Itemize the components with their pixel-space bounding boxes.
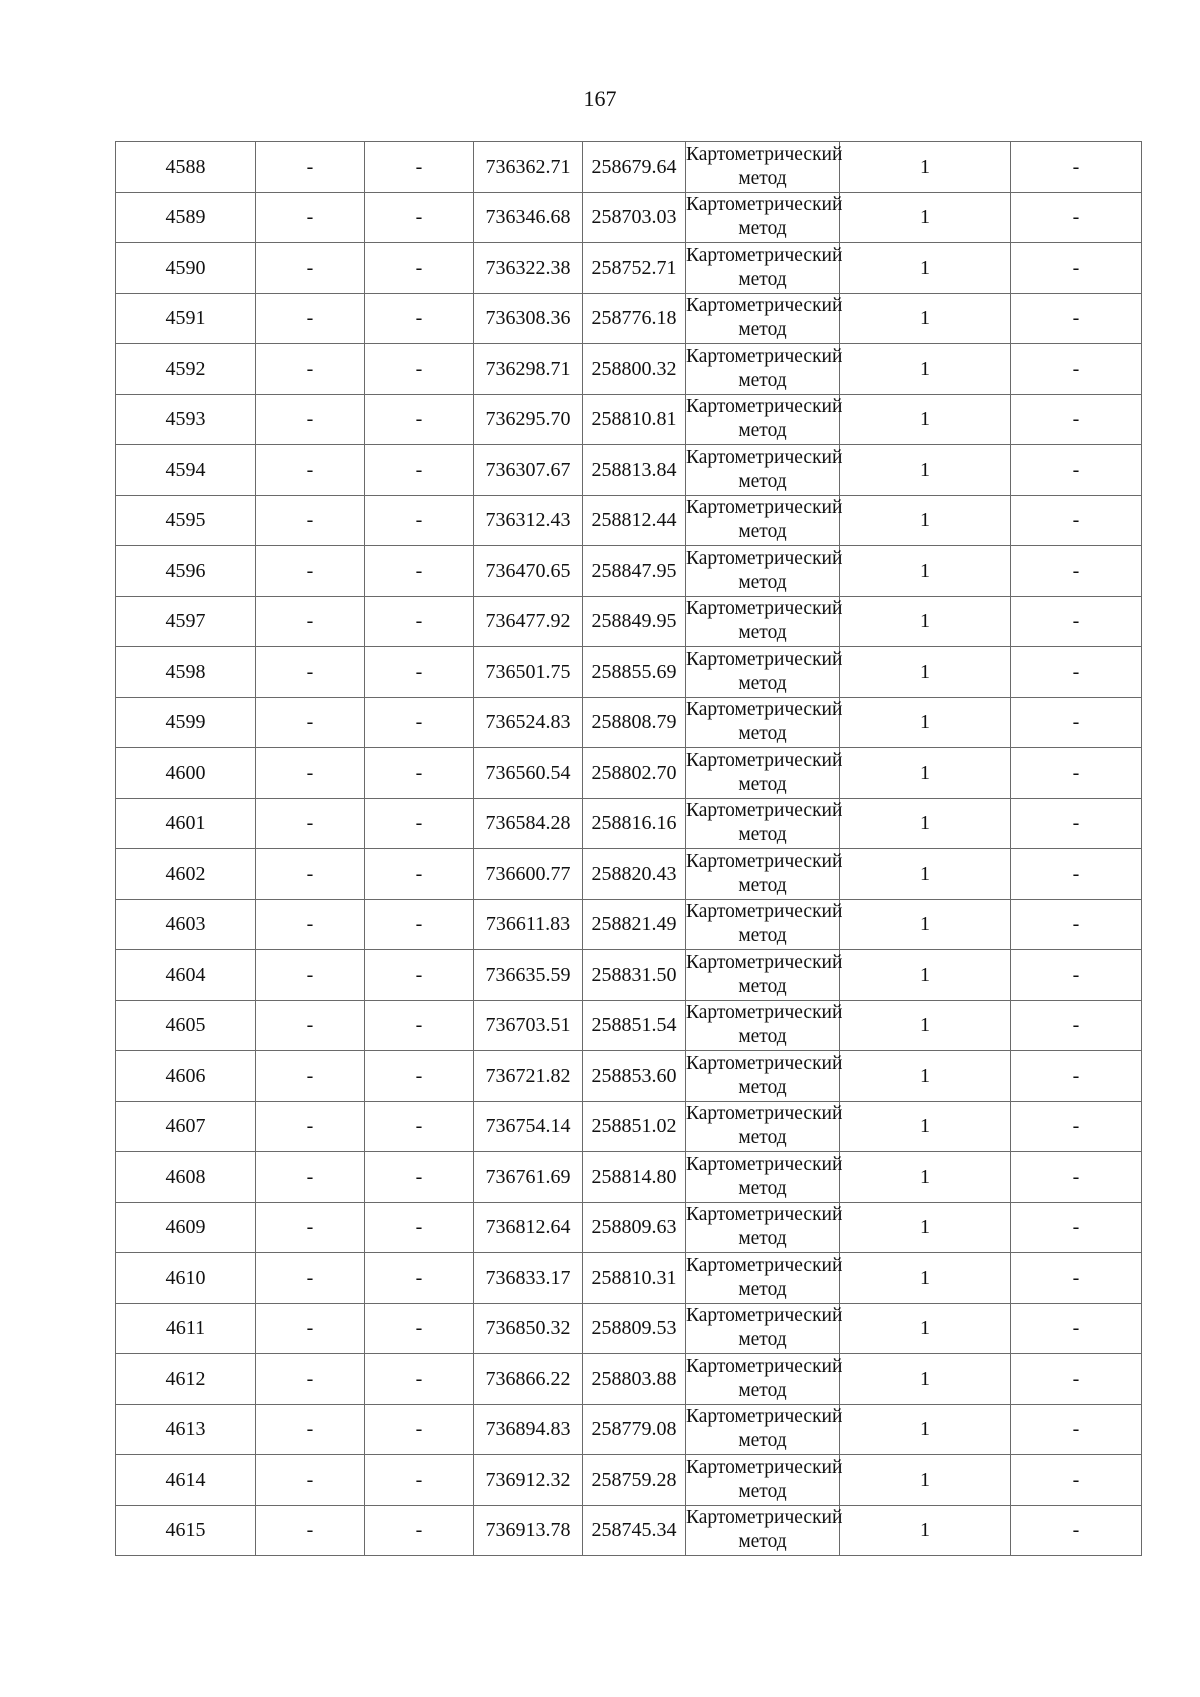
table-row — [116, 1051, 1142, 1102]
coord-y-cell: 258855.69 — [583, 647, 686, 698]
empty-cell-3: - — [365, 596, 474, 647]
accuracy-cell: 1 — [840, 445, 1011, 496]
point-number-cell: 4596 — [116, 546, 256, 597]
empty-cell-2: - — [256, 142, 365, 193]
coord-x-cell: 736913.78 — [474, 1505, 583, 1556]
coord-x-cell: 736298.71 — [474, 344, 583, 395]
method-cell: Картометрический метод — [686, 445, 840, 496]
coord-x-cell: 736812.64 — [474, 1202, 583, 1253]
point-number-cell: 4602 — [116, 849, 256, 900]
table-row — [116, 1303, 1142, 1354]
empty-cell-8: - — [1011, 1101, 1142, 1152]
coord-x-cell: 736307.67 — [474, 445, 583, 496]
method-cell: Картометрический метод — [686, 1354, 840, 1405]
coord-y-cell: 258808.79 — [583, 697, 686, 748]
empty-cell-2: - — [256, 344, 365, 395]
coord-y-cell: 258809.53 — [583, 1303, 686, 1354]
point-number-cell: 4591 — [116, 293, 256, 344]
coord-y-cell: 258821.49 — [583, 899, 686, 950]
coord-y-cell: 258703.03 — [583, 192, 686, 243]
empty-cell-2: - — [256, 1051, 365, 1102]
empty-cell-2: - — [256, 1505, 365, 1556]
method-cell: Картометрический метод — [686, 394, 840, 445]
page-number: 167 — [583, 86, 617, 111]
table-row — [116, 293, 1142, 344]
empty-cell-2: - — [256, 1152, 365, 1203]
method-cell: Картометрический метод — [686, 1152, 840, 1203]
coord-x-cell: 736912.32 — [474, 1455, 583, 1506]
coord-x-cell: 736584.28 — [474, 798, 583, 849]
coord-y-cell: 258813.84 — [583, 445, 686, 496]
coord-y-cell: 258800.32 — [583, 344, 686, 395]
table-row — [116, 1152, 1142, 1203]
accuracy-cell: 1 — [840, 142, 1011, 193]
empty-cell-8: - — [1011, 647, 1142, 698]
empty-cell-3: - — [365, 697, 474, 748]
empty-cell-3: - — [365, 445, 474, 496]
accuracy-cell: 1 — [840, 1152, 1011, 1203]
coord-x-cell: 736754.14 — [474, 1101, 583, 1152]
empty-cell-2: - — [256, 748, 365, 799]
coord-x-cell: 736477.92 — [474, 596, 583, 647]
empty-cell-3: - — [365, 647, 474, 698]
point-number-cell: 4603 — [116, 899, 256, 950]
method-cell: Картометрический метод — [686, 798, 840, 849]
coord-y-cell: 258752.71 — [583, 243, 686, 294]
point-number-cell: 4600 — [116, 748, 256, 799]
point-number-cell: 4594 — [116, 445, 256, 496]
table-row — [116, 1404, 1142, 1455]
accuracy-cell: 1 — [840, 1101, 1011, 1152]
empty-cell-2: - — [256, 1000, 365, 1051]
coord-y-cell: 258831.50 — [583, 950, 686, 1001]
accuracy-cell: 1 — [840, 1455, 1011, 1506]
coord-y-cell: 258779.08 — [583, 1404, 686, 1455]
accuracy-cell: 1 — [840, 546, 1011, 597]
coord-x-cell: 736308.36 — [474, 293, 583, 344]
empty-cell-8: - — [1011, 293, 1142, 344]
coord-x-cell: 736524.83 — [474, 697, 583, 748]
accuracy-cell: 1 — [840, 1505, 1011, 1556]
table-row — [116, 445, 1142, 496]
empty-cell-3: - — [365, 495, 474, 546]
table-row — [116, 1101, 1142, 1152]
method-cell: Картометрический метод — [686, 849, 840, 900]
coord-y-cell: 258851.54 — [583, 1000, 686, 1051]
method-cell: Картометрический метод — [686, 1202, 840, 1253]
coord-x-cell: 736761.69 — [474, 1152, 583, 1203]
accuracy-cell: 1 — [840, 950, 1011, 1001]
empty-cell-8: - — [1011, 596, 1142, 647]
coord-y-cell: 258849.95 — [583, 596, 686, 647]
coord-x-cell: 736322.38 — [474, 243, 583, 294]
empty-cell-8: - — [1011, 142, 1142, 193]
empty-cell-8: - — [1011, 798, 1142, 849]
coord-x-cell: 736635.59 — [474, 950, 583, 1001]
empty-cell-3: - — [365, 798, 474, 849]
empty-cell-2: - — [256, 1303, 365, 1354]
coord-y-cell: 258812.44 — [583, 495, 686, 546]
method-cell: Картометрический метод — [686, 1101, 840, 1152]
empty-cell-8: - — [1011, 445, 1142, 496]
empty-cell-3: - — [365, 142, 474, 193]
coord-y-cell: 258853.60 — [583, 1051, 686, 1102]
accuracy-cell: 1 — [840, 1202, 1011, 1253]
empty-cell-8: - — [1011, 1253, 1142, 1304]
table-row — [116, 344, 1142, 395]
method-cell: Картометрический метод — [686, 950, 840, 1001]
empty-cell-2: - — [256, 1202, 365, 1253]
empty-cell-8: - — [1011, 849, 1142, 900]
empty-cell-8: - — [1011, 1404, 1142, 1455]
coord-x-cell: 736850.32 — [474, 1303, 583, 1354]
point-number-cell: 4611 — [116, 1303, 256, 1354]
method-cell: Картометрический метод — [686, 1051, 840, 1102]
point-number-cell: 4598 — [116, 647, 256, 698]
coord-x-cell: 736703.51 — [474, 1000, 583, 1051]
empty-cell-3: - — [365, 1303, 474, 1354]
coord-y-cell: 258802.70 — [583, 748, 686, 799]
coord-x-cell: 736470.65 — [474, 546, 583, 597]
empty-cell-3: - — [365, 1051, 474, 1102]
accuracy-cell: 1 — [840, 495, 1011, 546]
table-row — [116, 950, 1142, 1001]
point-number-cell: 4608 — [116, 1152, 256, 1203]
accuracy-cell: 1 — [840, 1000, 1011, 1051]
empty-cell-2: - — [256, 1253, 365, 1304]
point-number-cell: 4589 — [116, 192, 256, 243]
empty-cell-3: - — [365, 1152, 474, 1203]
accuracy-cell: 1 — [840, 1404, 1011, 1455]
accuracy-cell: 1 — [840, 192, 1011, 243]
method-cell: Картометрический метод — [686, 596, 840, 647]
table-row — [116, 798, 1142, 849]
table-row — [116, 1505, 1142, 1556]
method-cell: Картометрический метод — [686, 495, 840, 546]
empty-cell-3: - — [365, 1101, 474, 1152]
coord-x-cell: 736312.43 — [474, 495, 583, 546]
point-number-cell: 4601 — [116, 798, 256, 849]
point-number-cell: 4597 — [116, 596, 256, 647]
empty-cell-2: - — [256, 849, 365, 900]
empty-cell-2: - — [256, 1354, 365, 1405]
point-number-cell: 4604 — [116, 950, 256, 1001]
accuracy-cell: 1 — [840, 596, 1011, 647]
empty-cell-3: - — [365, 243, 474, 294]
empty-cell-8: - — [1011, 697, 1142, 748]
empty-cell-3: - — [365, 1202, 474, 1253]
empty-cell-8: - — [1011, 899, 1142, 950]
empty-cell-2: - — [256, 445, 365, 496]
point-number-cell: 4605 — [116, 1000, 256, 1051]
coord-y-cell: 258803.88 — [583, 1354, 686, 1405]
point-number-cell: 4607 — [116, 1101, 256, 1152]
accuracy-cell: 1 — [840, 1303, 1011, 1354]
method-cell: Картометрический метод — [686, 697, 840, 748]
point-number-cell: 4606 — [116, 1051, 256, 1102]
table-row — [116, 394, 1142, 445]
table-row — [116, 1455, 1142, 1506]
accuracy-cell: 1 — [840, 293, 1011, 344]
coord-y-cell: 258816.16 — [583, 798, 686, 849]
coord-x-cell: 736611.83 — [474, 899, 583, 950]
accuracy-cell: 1 — [840, 697, 1011, 748]
empty-cell-3: - — [365, 1253, 474, 1304]
coord-y-cell: 258810.81 — [583, 394, 686, 445]
empty-cell-2: - — [256, 394, 365, 445]
coord-x-cell: 736560.54 — [474, 748, 583, 799]
empty-cell-8: - — [1011, 1000, 1142, 1051]
coordinates-table — [115, 141, 1142, 1556]
coord-y-cell: 258851.02 — [583, 1101, 686, 1152]
empty-cell-8: - — [1011, 192, 1142, 243]
method-cell: Картометрический метод — [686, 1303, 840, 1354]
coord-y-cell: 258814.80 — [583, 1152, 686, 1203]
point-number-cell: 4593 — [116, 394, 256, 445]
method-cell: Картометрический метод — [686, 344, 840, 395]
table-row — [116, 748, 1142, 799]
accuracy-cell: 1 — [840, 1354, 1011, 1405]
empty-cell-3: - — [365, 950, 474, 1001]
empty-cell-3: - — [365, 293, 474, 344]
empty-cell-3: - — [365, 1354, 474, 1405]
empty-cell-2: - — [256, 697, 365, 748]
empty-cell-2: - — [256, 495, 365, 546]
point-number-cell: 4588 — [116, 142, 256, 193]
empty-cell-8: - — [1011, 1051, 1142, 1102]
table-row — [116, 849, 1142, 900]
coordinates-table-body — [116, 142, 1142, 1556]
empty-cell-3: - — [365, 394, 474, 445]
empty-cell-3: - — [365, 1455, 474, 1506]
point-number-cell: 4613 — [116, 1404, 256, 1455]
point-number-cell: 4609 — [116, 1202, 256, 1253]
coord-y-cell: 258745.34 — [583, 1505, 686, 1556]
empty-cell-2: - — [256, 899, 365, 950]
empty-cell-8: - — [1011, 546, 1142, 597]
accuracy-cell: 1 — [840, 748, 1011, 799]
table-row — [116, 243, 1142, 294]
empty-cell-8: - — [1011, 748, 1142, 799]
point-number-cell: 4612 — [116, 1354, 256, 1405]
coord-y-cell: 258847.95 — [583, 546, 686, 597]
empty-cell-3: - — [365, 1404, 474, 1455]
accuracy-cell: 1 — [840, 344, 1011, 395]
method-cell: Картометрический метод — [686, 748, 840, 799]
method-cell: Картометрический метод — [686, 1455, 840, 1506]
table-row — [116, 596, 1142, 647]
empty-cell-2: - — [256, 596, 365, 647]
empty-cell-3: - — [365, 849, 474, 900]
coord-x-cell: 736866.22 — [474, 1354, 583, 1405]
coord-x-cell: 736362.71 — [474, 142, 583, 193]
accuracy-cell: 1 — [840, 243, 1011, 294]
empty-cell-8: - — [1011, 1354, 1142, 1405]
coord-x-cell: 736721.82 — [474, 1051, 583, 1102]
accuracy-cell: 1 — [840, 899, 1011, 950]
empty-cell-8: - — [1011, 495, 1142, 546]
empty-cell-3: - — [365, 546, 474, 597]
table-row — [116, 546, 1142, 597]
coord-x-cell: 736833.17 — [474, 1253, 583, 1304]
empty-cell-2: - — [256, 647, 365, 698]
empty-cell-3: - — [365, 1505, 474, 1556]
accuracy-cell: 1 — [840, 1253, 1011, 1304]
empty-cell-8: - — [1011, 950, 1142, 1001]
table-row — [116, 697, 1142, 748]
point-number-cell: 4595 — [116, 495, 256, 546]
empty-cell-3: - — [365, 748, 474, 799]
empty-cell-2: - — [256, 950, 365, 1001]
empty-cell-8: - — [1011, 1152, 1142, 1203]
empty-cell-8: - — [1011, 394, 1142, 445]
method-cell: Картометрический метод — [686, 546, 840, 597]
table-row — [116, 1354, 1142, 1405]
point-number-cell: 4590 — [116, 243, 256, 294]
empty-cell-2: - — [256, 1404, 365, 1455]
empty-cell-8: - — [1011, 1505, 1142, 1556]
empty-cell-8: - — [1011, 1202, 1142, 1253]
method-cell: Картометрический метод — [686, 1253, 840, 1304]
coord-x-cell: 736295.70 — [474, 394, 583, 445]
table-row — [116, 1000, 1142, 1051]
method-cell: Картометрический метод — [686, 192, 840, 243]
empty-cell-8: - — [1011, 1303, 1142, 1354]
coord-y-cell: 258820.43 — [583, 849, 686, 900]
table-row — [116, 192, 1142, 243]
coord-x-cell: 736894.83 — [474, 1404, 583, 1455]
table-row — [116, 647, 1142, 698]
empty-cell-3: - — [365, 1000, 474, 1051]
empty-cell-2: - — [256, 243, 365, 294]
table-row — [116, 1253, 1142, 1304]
empty-cell-3: - — [365, 899, 474, 950]
method-cell: Картометрический метод — [686, 243, 840, 294]
method-cell: Картометрический метод — [686, 293, 840, 344]
table-row — [116, 1202, 1142, 1253]
coord-x-cell: 736600.77 — [474, 849, 583, 900]
accuracy-cell: 1 — [840, 394, 1011, 445]
coord-y-cell: 258809.63 — [583, 1202, 686, 1253]
point-number-cell: 4592 — [116, 344, 256, 395]
empty-cell-2: - — [256, 192, 365, 243]
coord-y-cell: 258776.18 — [583, 293, 686, 344]
point-number-cell: 4610 — [116, 1253, 256, 1304]
point-number-cell: 4614 — [116, 1455, 256, 1506]
method-cell: Картометрический метод — [686, 1505, 840, 1556]
accuracy-cell: 1 — [840, 647, 1011, 698]
empty-cell-2: - — [256, 293, 365, 344]
table-row — [116, 142, 1142, 193]
point-number-cell: 4615 — [116, 1505, 256, 1556]
coord-y-cell: 258679.64 — [583, 142, 686, 193]
empty-cell-8: - — [1011, 344, 1142, 395]
method-cell: Картометрический метод — [686, 142, 840, 193]
empty-cell-2: - — [256, 1455, 365, 1506]
empty-cell-2: - — [256, 1101, 365, 1152]
method-cell: Картометрический метод — [686, 899, 840, 950]
point-number-cell: 4599 — [116, 697, 256, 748]
accuracy-cell: 1 — [840, 798, 1011, 849]
method-cell: Картометрический метод — [686, 1000, 840, 1051]
coord-y-cell: 258810.31 — [583, 1253, 686, 1304]
empty-cell-8: - — [1011, 1455, 1142, 1506]
empty-cell-2: - — [256, 798, 365, 849]
empty-cell-8: - — [1011, 243, 1142, 294]
accuracy-cell: 1 — [840, 1051, 1011, 1102]
coord-y-cell: 258759.28 — [583, 1455, 686, 1506]
method-cell: Картометрический метод — [686, 647, 840, 698]
empty-cell-3: - — [365, 344, 474, 395]
empty-cell-3: - — [365, 192, 474, 243]
table-row — [116, 495, 1142, 546]
method-cell: Картометрический метод — [686, 1404, 840, 1455]
accuracy-cell: 1 — [840, 849, 1011, 900]
table-row — [116, 899, 1142, 950]
coord-x-cell: 736346.68 — [474, 192, 583, 243]
coord-x-cell: 736501.75 — [474, 647, 583, 698]
empty-cell-2: - — [256, 546, 365, 597]
